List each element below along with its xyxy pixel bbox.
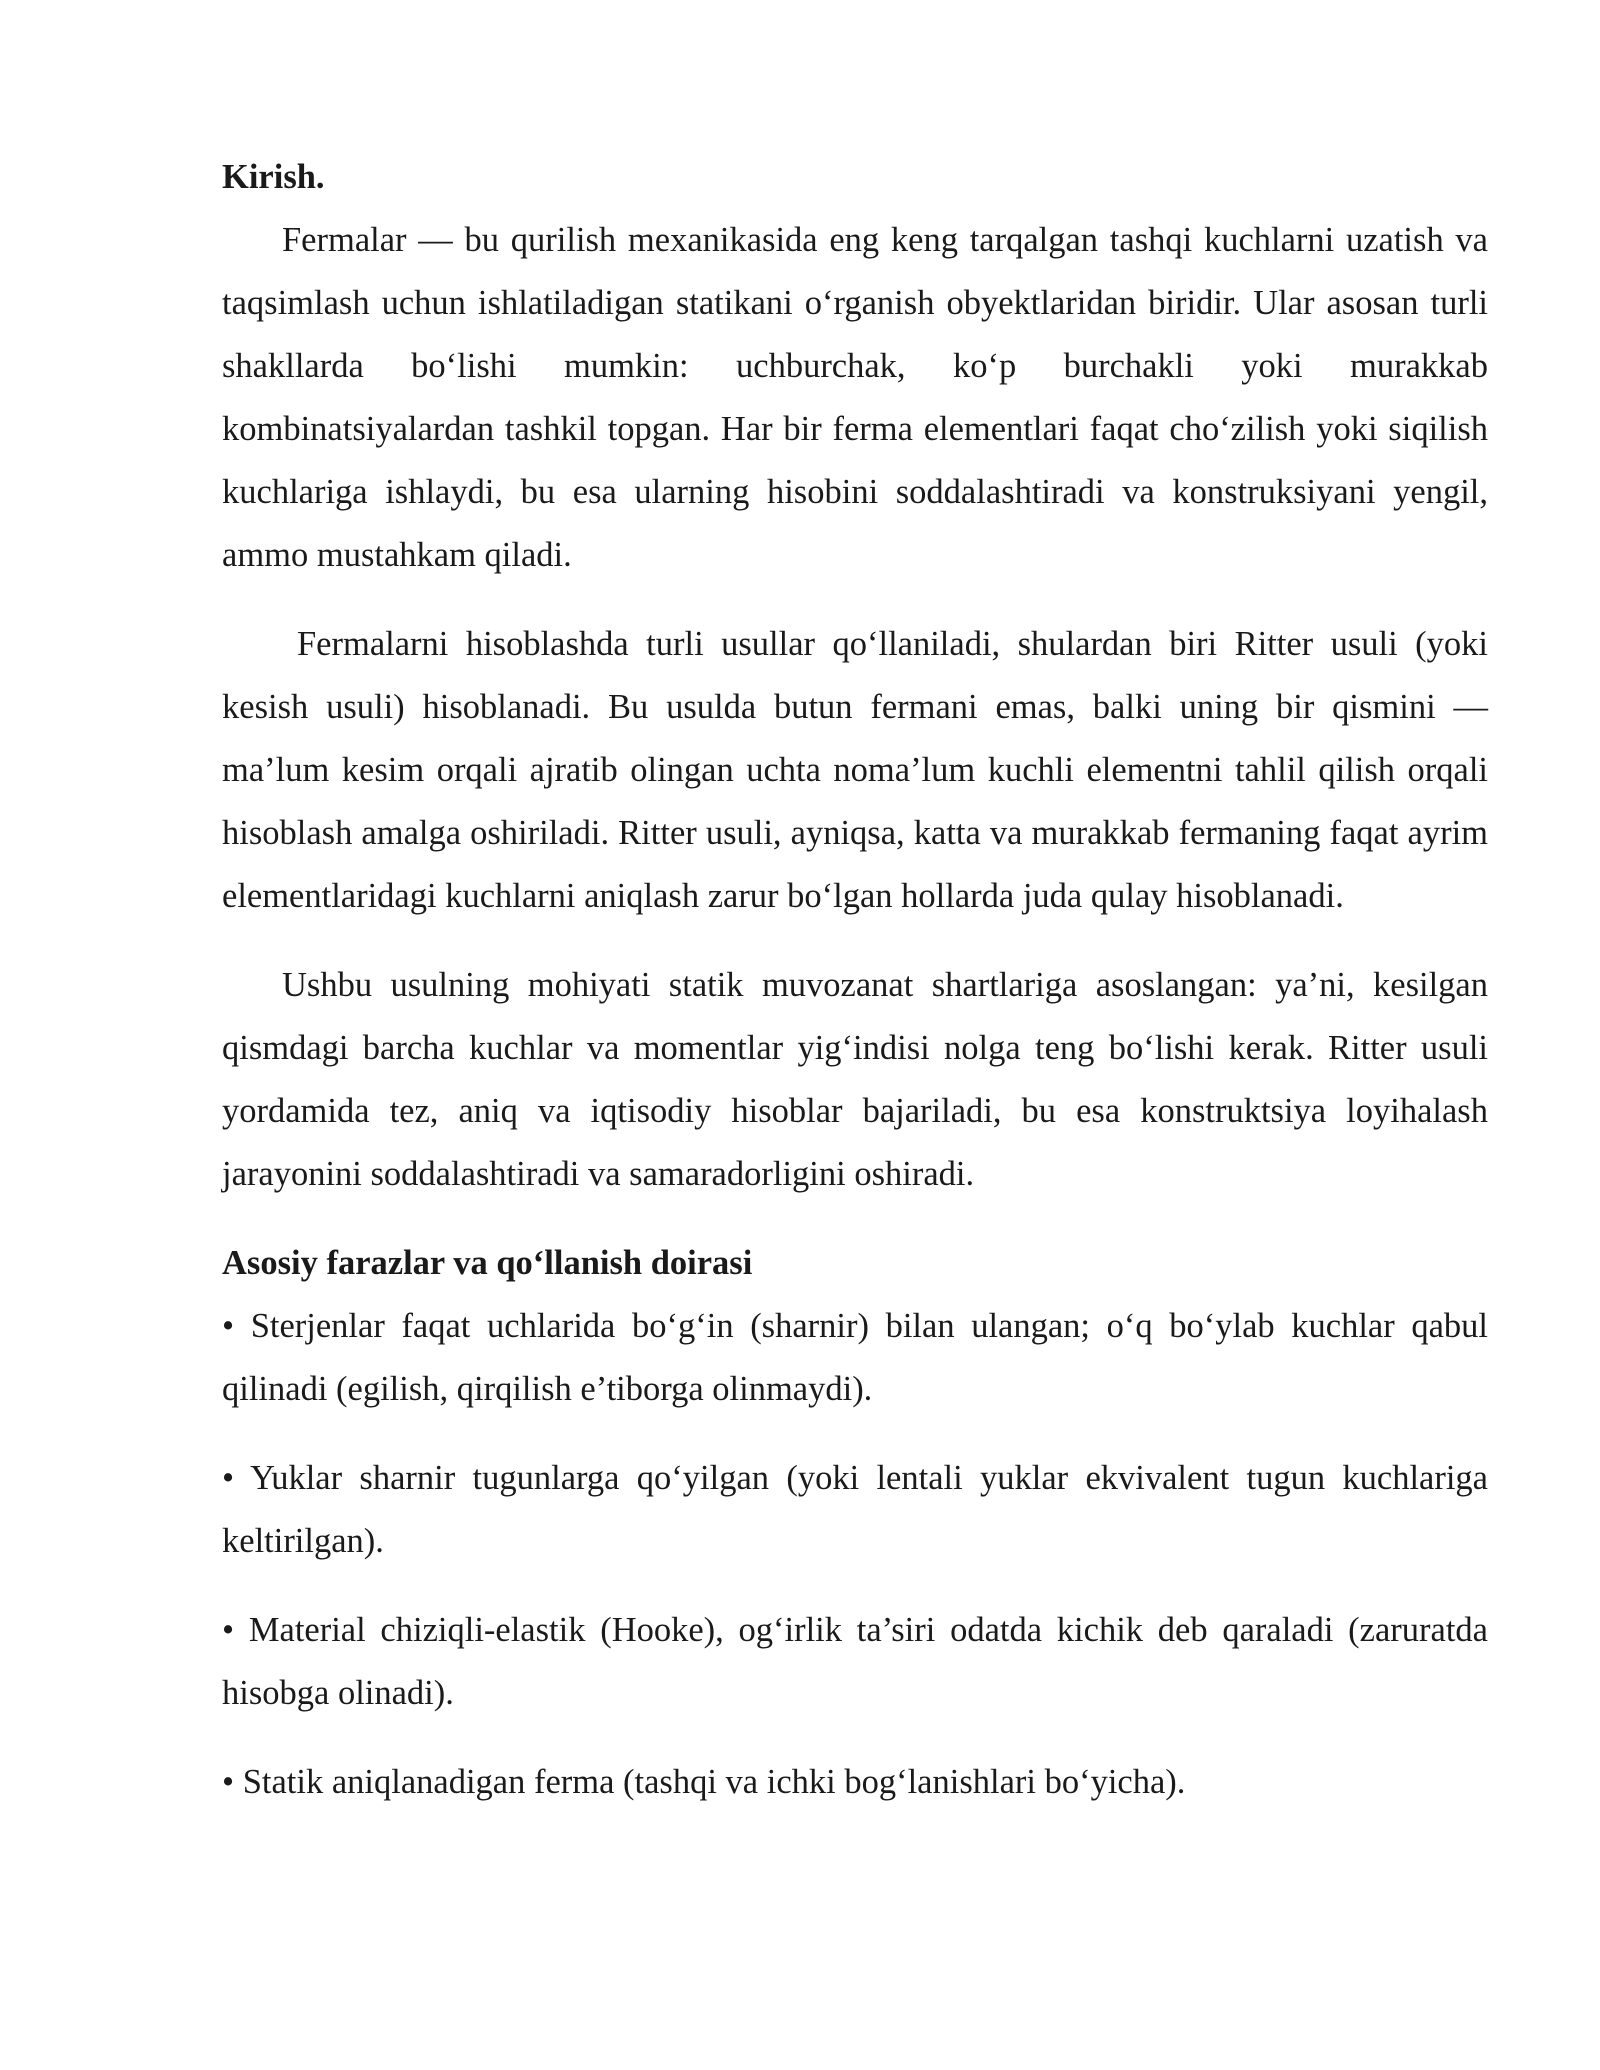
- bullet-item-hinged-bars: • Sterjenlar faqat uchlarida bo‘g‘in (sharnir) bilan ulangan; o‘q bo‘ylab kuchlar qabul qilinadi (egilish, qirqilish e’tiborga olinmaydi).: [222, 1307, 1488, 1408]
- section-heading-introduction: Kirish.: [222, 158, 325, 196]
- paragraph-ritter-method: Fermalarni hisoblashda turli usullar qo‘llaniladi, shulardan biri Ritter usuli (yoki kesish usuli) hisoblanadi. Bu usulda butun fermani emas, balki uning bir qismini — ma’lum kesim orqali ajratib olingan uchta noma’lum kuchli elementni tahlil qilish orqali hisoblash amalga oshiriladi. Ritter usuli, ayniqsa, katta va murakkab fermaning faqat ayrim elementlaridagi kuchlarni aniqlash zarur bo‘lgan hollarda juda qulay hisoblanadi.: [222, 625, 1488, 915]
- paragraph-trusses-definition: Fermalar — bu qurilish mexanikasida eng keng tarqalgan tashqi kuchlarni uzatish va taqsimlash uchun ishlatiladigan statikani o‘rganish obyektlaridan biridir. Ular asosan turli shakllarda bo‘lishi mumkin: uchburchak, ko‘p burchakli yoki murakkab kombinatsiyalardan tashkil topgan. Har bir ferma elementlari faqat cho‘zilish yoki siqilish kuchlariga ishlaydi, bu esa ularning hisobini soddalashtiradi va konstruksiyani yengil, ammo mustahkam qiladi.: [222, 221, 1488, 574]
- bullet-item-linear-elastic: • Material chiziqli-elastik (Hooke), og‘irlik ta’siri odatda kichik deb qaraladi (zaruratda hisobga olinadi).: [222, 1611, 1488, 1712]
- section-heading-assumptions: Asosiy farazlar va qo‘llanish doirasi: [222, 1244, 753, 1282]
- bullet-item-statically-determinate: • Statik aniqlanadigan ferma (tashqi va ichki bog‘lanishlari bo‘yicha).: [222, 1763, 1186, 1801]
- bullet-item-node-loads: • Yuklar sharnir tugunlarga qo‘yilgan (yoki lentali yuklar ekvivalent tugun kuchlariga keltirilgan).: [222, 1459, 1488, 1560]
- paragraph-equilibrium-essence: Ushbu usulning mohiyati statik muvozanat shartlariga asoslangan: ya’ni, kesilgan qismdagi barcha kuchlar va momentlar yig‘indisi nolga teng bo‘lishi kerak. Ritter usuli yordamida tez, aniq va iqtisodiy hisoblar bajariladi, bu esa konstruktsiya loyihalash jarayonini soddalashtiradi va samaradorligini oshiradi.: [222, 966, 1488, 1193]
- document-body: [222, 146, 1488, 1814]
